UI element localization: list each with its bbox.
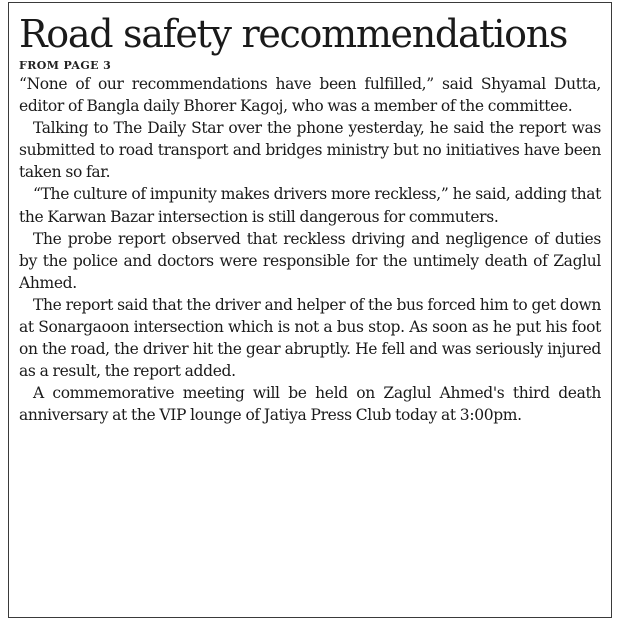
paragraph-1: “None of our recommendations have been fulfilled,” said Shyamal Dutta, editor of Bangla daily Bhorer Kagoj, who was a member of the committee. [19, 75, 601, 116]
paragraph-3: “The culture of impunity makes drivers more reckless,” he said, adding that the Karwan Bazar intersection is still dangerous for commuters. [19, 185, 601, 226]
article-body [9, 58, 611, 427]
headline: Road safety recommendations [19, 12, 568, 56]
paragraph-4: The probe report observed that reckless driving and negligence of duties by the police and doctors were responsible for the untimely death of Zaglul Ahmed. [19, 229, 601, 292]
continuation-label: FROM PAGE 3 [19, 59, 112, 72]
newspaper-clipping [8, 2, 612, 618]
paragraph-5: The report said that the driver and helper of the bus forced him to get down at Sonargaoon intersection which is not a bus stop. As soon as he put his foot on the road, the driver hit the gear abruptly. He fell and was seriously injured as a result, the report added. [19, 295, 601, 381]
paragraph-2: Talking to The Daily Star over the phone yesterday, he said the report was submitted to road transport and bridges ministry but no initiatives have been taken so far. [19, 119, 601, 182]
paragraph-6: A commemorative meeting will be held on Zaglul Ahmed's third death anniversary at the VIP lounge of Jatiya Press Club today at 3:00pm. [19, 384, 601, 425]
